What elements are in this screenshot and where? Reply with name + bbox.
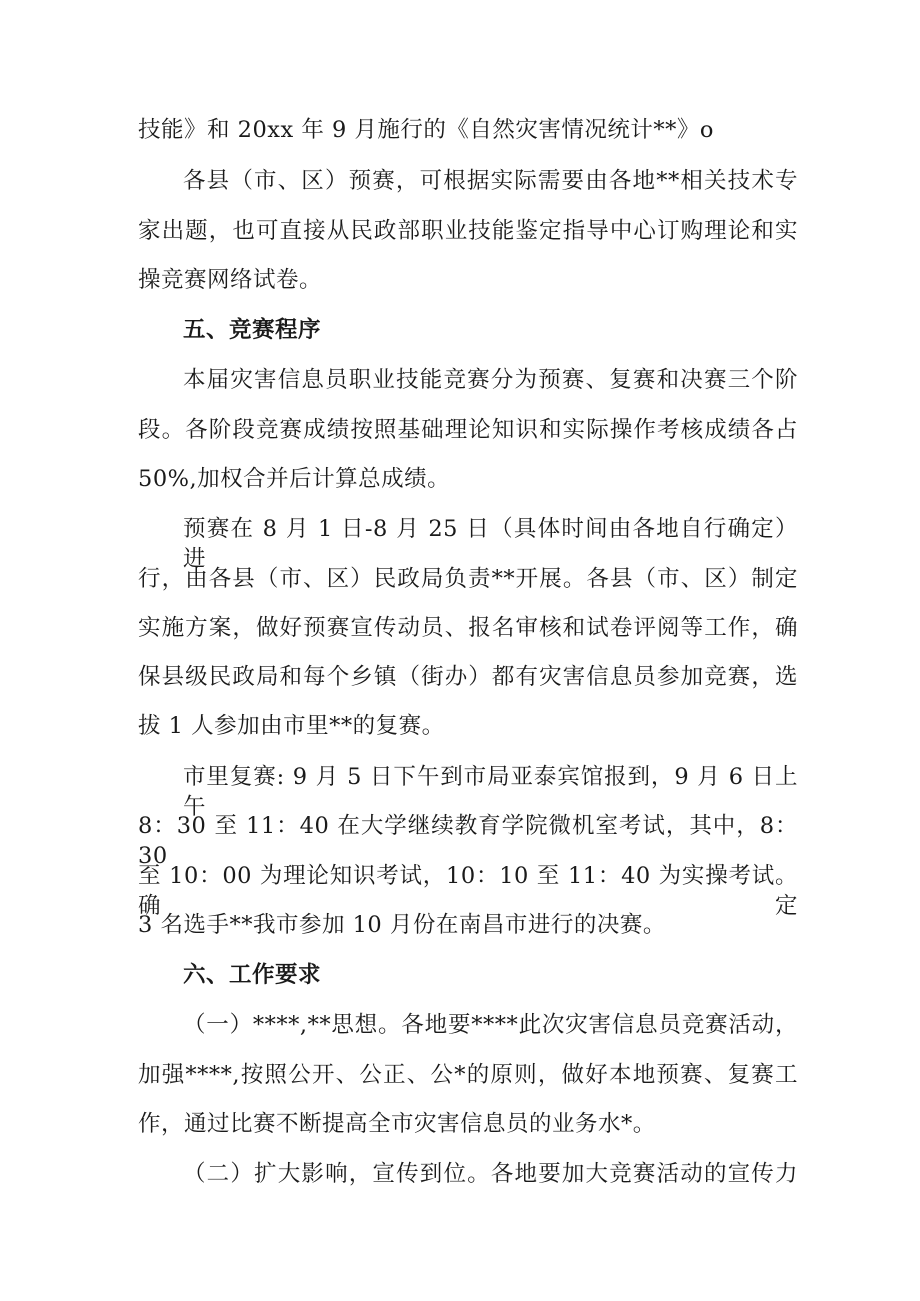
paragraph-line: 拔 1 人参加由市里**的复赛。 xyxy=(138,713,445,739)
paragraph-line: 作，通过比赛不断提高全市灾害信息员的业务水*。 xyxy=(138,1111,656,1137)
paragraph-line: 段。各阶段竞赛成绩按照基础理论知识和实际操作考核成绩各占 xyxy=(138,417,798,443)
paragraph-line: 家出题，也可直接从民政部职业技能鉴定指导中心订购理论和实 xyxy=(138,218,798,244)
paragraph-line: 市里复赛: 9 月 5 日下午到市局亚泰宾馆报到，9 月 6 日上午 xyxy=(183,764,798,820)
paragraph-line: 实施方案，做好预赛宣传动员、报名审核和试卷评阅等工作，确 xyxy=(138,615,798,641)
paragraph-line: 50%,加权合并后计算总成绩。 xyxy=(138,466,451,492)
paragraph-line: 加强****,按照公开、公正、公*的原则，做好本地预赛、复赛工 xyxy=(138,1062,798,1088)
paragraph-line: 技能》和 20xx 年 9 月施行的《自然灾害情况统计**》o xyxy=(138,117,714,143)
section-heading: 五、竞赛程序 xyxy=(183,317,322,343)
paragraph-line: 行，由各县（市、区）民政局负责**开展。各县（市、区）制定 xyxy=(138,566,798,592)
paragraph-line: 8：30 至 11：40 在大学继续教育学院微机室考试，其中，8：30 xyxy=(138,813,798,869)
paragraph-line: （二）扩大影响，宣传到位。各地要加大竞赛活动的宣传力 xyxy=(183,1161,798,1187)
paragraph-line: 操竞赛网络试卷。 xyxy=(138,267,323,293)
paragraph-line: （一）****,**思想。各地要****此次灾害信息员竞赛活动， xyxy=(183,1012,798,1038)
paragraph-line: 3 名选手**我市参加 10 月份在南昌市进行的决赛。 xyxy=(138,912,666,938)
section-heading: 六、工作要求 xyxy=(183,962,322,988)
paragraph-line: 各县（市、区）预赛，可根据实际需要由各地**相关技术专 xyxy=(183,168,798,194)
paragraph-line: 预赛在 8 月 1 日-8 月 25 日（具体时间由各地自行确定）进 xyxy=(183,516,798,572)
paragraph-line: 本届灾害信息员职业技能竞赛分为预赛、复赛和决赛三个阶 xyxy=(183,367,798,393)
paragraph-line: 保县级民政局和每个乡镇（街办）都有灾害信息员参加竞赛，选 xyxy=(138,664,798,690)
paragraph-line: 至 10：00 为理论知识考试，10：10 至 11：40 为实操考试。确定 xyxy=(138,863,798,919)
